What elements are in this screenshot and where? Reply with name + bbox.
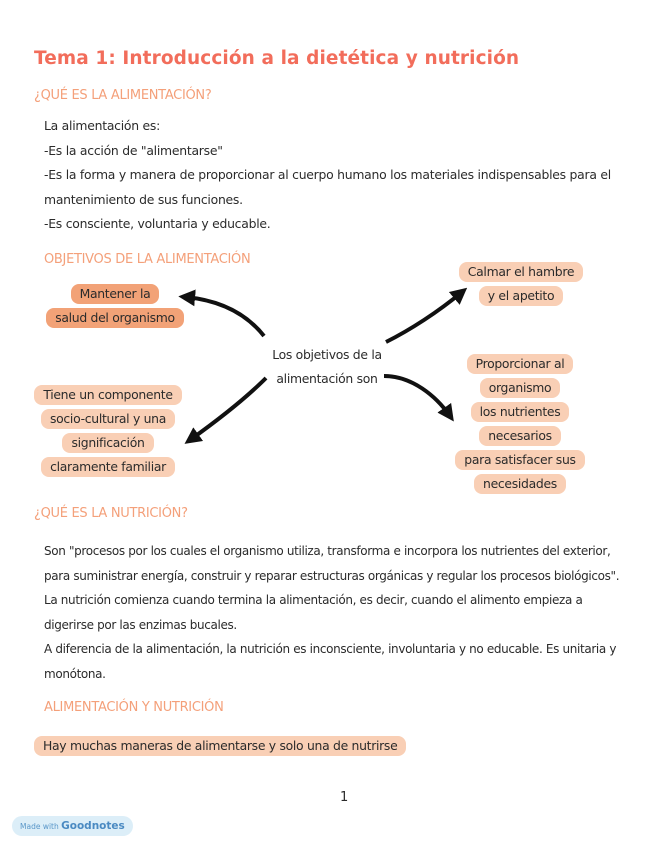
objective-sociocultural-line: Tiene un componente: [34, 385, 181, 405]
objective-health-line: salud del organismo: [46, 308, 184, 328]
objective-hunger: [456, 262, 586, 306]
objective-nutrients: [450, 354, 590, 494]
key-statement: [34, 735, 406, 756]
goodnotes-badge[interactable]: [12, 816, 133, 836]
objective-nutrients-line: para satisfacer sus: [455, 450, 584, 470]
nutricion-definition: [44, 539, 619, 686]
objective-sociocultural-line: significación: [62, 433, 153, 453]
text-line: mantenimiento de sus funciones.: [44, 191, 243, 207]
mind-map-center-line: Los objetivos de la: [272, 347, 382, 362]
arrow-top-left: [185, 297, 264, 336]
badge-brand: Goodnotes: [61, 820, 125, 832]
text-line: monótona.: [44, 666, 106, 681]
text-line: -Es consciente, voluntaria y educable.: [44, 216, 271, 231]
arrow-bottom-right: [384, 376, 450, 416]
objective-nutrients-line: necesarios: [479, 426, 561, 446]
page-number: 1: [340, 790, 349, 805]
text-line: para suministrar energía, construir y reparar estructuras orgánicas y regular los procesos biológicos".: [44, 568, 620, 583]
text-line: -Es la forma y manera de proporcionar al cuerpo humano los materiales indispensables para el: [44, 167, 611, 182]
objective-nutrients-line: Proporcionar al: [467, 354, 574, 374]
mind-map-center: [268, 343, 386, 391]
objective-hunger-line: Calmar el hambre: [459, 262, 583, 282]
arrow-top-right: [386, 292, 462, 342]
text-line: La nutrición comienza cuando termina la alimentación, es decir, cuando el alimento empieza a: [44, 593, 583, 607]
section-heading-objetivos: OBJETIVOS DE LA ALIMENTACIÓN: [44, 252, 251, 267]
objective-sociocultural-line: claramente familiar: [41, 457, 175, 477]
objective-nutrients-line: los nutrientes: [471, 402, 570, 422]
page-title: Tema 1: Introducción a la dietética y nutrición: [34, 48, 520, 69]
key-statement-highlight: Hay muchas maneras de alimentarse y solo una de nutrirse: [34, 736, 406, 756]
section-heading-alimentacion: ¿QUÉ ES LA ALIMENTACIÓN?: [34, 88, 212, 103]
objective-sociocultural: [38, 385, 178, 477]
objective-nutrients-line: necesidades: [474, 474, 566, 494]
objective-health-line: Mantener la: [71, 284, 160, 304]
text-line: digerirse por las enzimas bucales.: [44, 617, 237, 632]
text-line: A diferencia de la alimentación, la nutrición es inconsciente, involuntaria y no educable. Es unitaria y: [44, 642, 617, 656]
text-line: Son "procesos por los cuales el organismo utiliza, transforma e incorpora los nutrientes del exterior,: [44, 544, 611, 558]
objective-nutrients-line: organismo: [480, 378, 561, 398]
objective-health: [50, 284, 180, 328]
text-line: La alimentación es:: [44, 118, 161, 133]
text-line: -Es la acción de "alimentarse": [44, 142, 223, 158]
section-heading-nutricion: ¿QUÉ ES LA NUTRICIÓN?: [34, 506, 188, 521]
badge-prefix: Made with: [20, 822, 59, 831]
section-heading-alimentacion-nutricion: ALIMENTACIÓN Y NUTRICIÓN: [44, 700, 224, 715]
objective-sociocultural-line: socio-cultural y una: [41, 409, 175, 429]
mind-map-center-line: alimentación son: [276, 371, 378, 386]
objective-hunger-line: y el apetito: [479, 286, 564, 306]
arrow-bottom-left: [190, 378, 266, 440]
